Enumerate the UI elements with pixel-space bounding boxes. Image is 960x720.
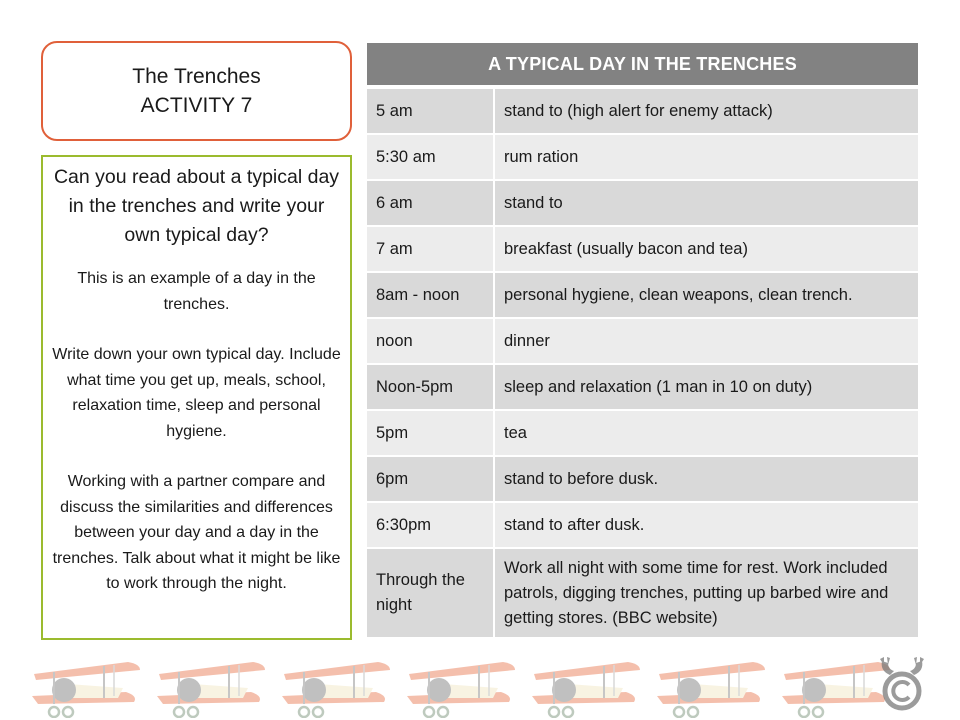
instructions-paragraph: This is an example of a day in the trenches. (77, 270, 316, 313)
time-cell: Through the night (367, 549, 495, 637)
time-cell: Noon-5pm (367, 365, 495, 409)
time-cell: 7 am (367, 227, 495, 271)
table-row (367, 273, 918, 319)
table-row (367, 227, 918, 273)
table-row (367, 365, 918, 411)
activity-cell: personal hygiene, clean weapons, clean trench. (504, 285, 853, 304)
activity-cell: Work all night with some time for rest. Work included patrols, digging trenches, putting up barbed wire and getting stores. (BBC website) (504, 558, 889, 627)
table-header: A TYPICAL DAY IN THE TRENCHES (367, 43, 918, 89)
activity-number: ACTIVITY 7 (140, 94, 253, 117)
activity-cell: tea (504, 423, 527, 442)
instructions-question: Can you read about a typical day in the trenches and write your own typical day? (53, 166, 340, 246)
biplane-icon (778, 654, 893, 718)
biplane-icon (278, 654, 393, 718)
time-cell: 8am - noon (367, 273, 495, 317)
time-cell: 6 am (367, 181, 495, 225)
biplane-icon (28, 654, 143, 718)
table-row (367, 549, 918, 637)
activity-cell: dinner (504, 331, 550, 350)
time-cell: noon (367, 319, 495, 363)
biplane-icon (403, 654, 518, 718)
biplane-icon (653, 654, 768, 718)
time-cell: 5 am (367, 89, 495, 133)
activity-cell: stand to before dusk. (504, 469, 659, 488)
biplane-icon (528, 654, 643, 718)
biplane-border (28, 654, 893, 718)
biplane-icon (153, 654, 268, 718)
typical-day-table (367, 43, 918, 637)
instructions-paragraph: Working with a partner compare and discuss the similarities and differences between your day and a day in the trenches. Talk about what it might be like to work through the night. (52, 473, 341, 592)
time-cell: 6pm (367, 457, 495, 501)
instructions-paragraph: Write down your own typical day. Include what time you get up, meals, school, relaxation time, sleep and personal hygiene. (52, 346, 341, 440)
moose-copyright-logo-icon (878, 655, 926, 713)
table-row (367, 503, 918, 549)
activity-cell: stand to after dusk. (504, 515, 645, 534)
activity-cell: sleep and relaxation (1 man in 10 on duty) (504, 377, 813, 396)
table-row (367, 457, 918, 503)
table-row (367, 89, 918, 135)
time-cell: 6:30pm (367, 503, 495, 547)
time-cell: 5:30 am (367, 135, 495, 179)
instructions-box (41, 155, 352, 640)
activity-title-box (41, 41, 352, 141)
table-row (367, 319, 918, 365)
activity-title: The Trenches (132, 65, 261, 88)
activity-cell: breakfast (usually bacon and tea) (504, 239, 748, 258)
table-row (367, 181, 918, 227)
activity-cell: stand to (504, 193, 563, 212)
table-row (367, 135, 918, 181)
activity-cell: rum ration (504, 147, 579, 166)
time-cell: 5pm (367, 411, 495, 455)
table-row (367, 411, 918, 457)
activity-cell: stand to (high alert for enemy attack) (504, 101, 773, 120)
